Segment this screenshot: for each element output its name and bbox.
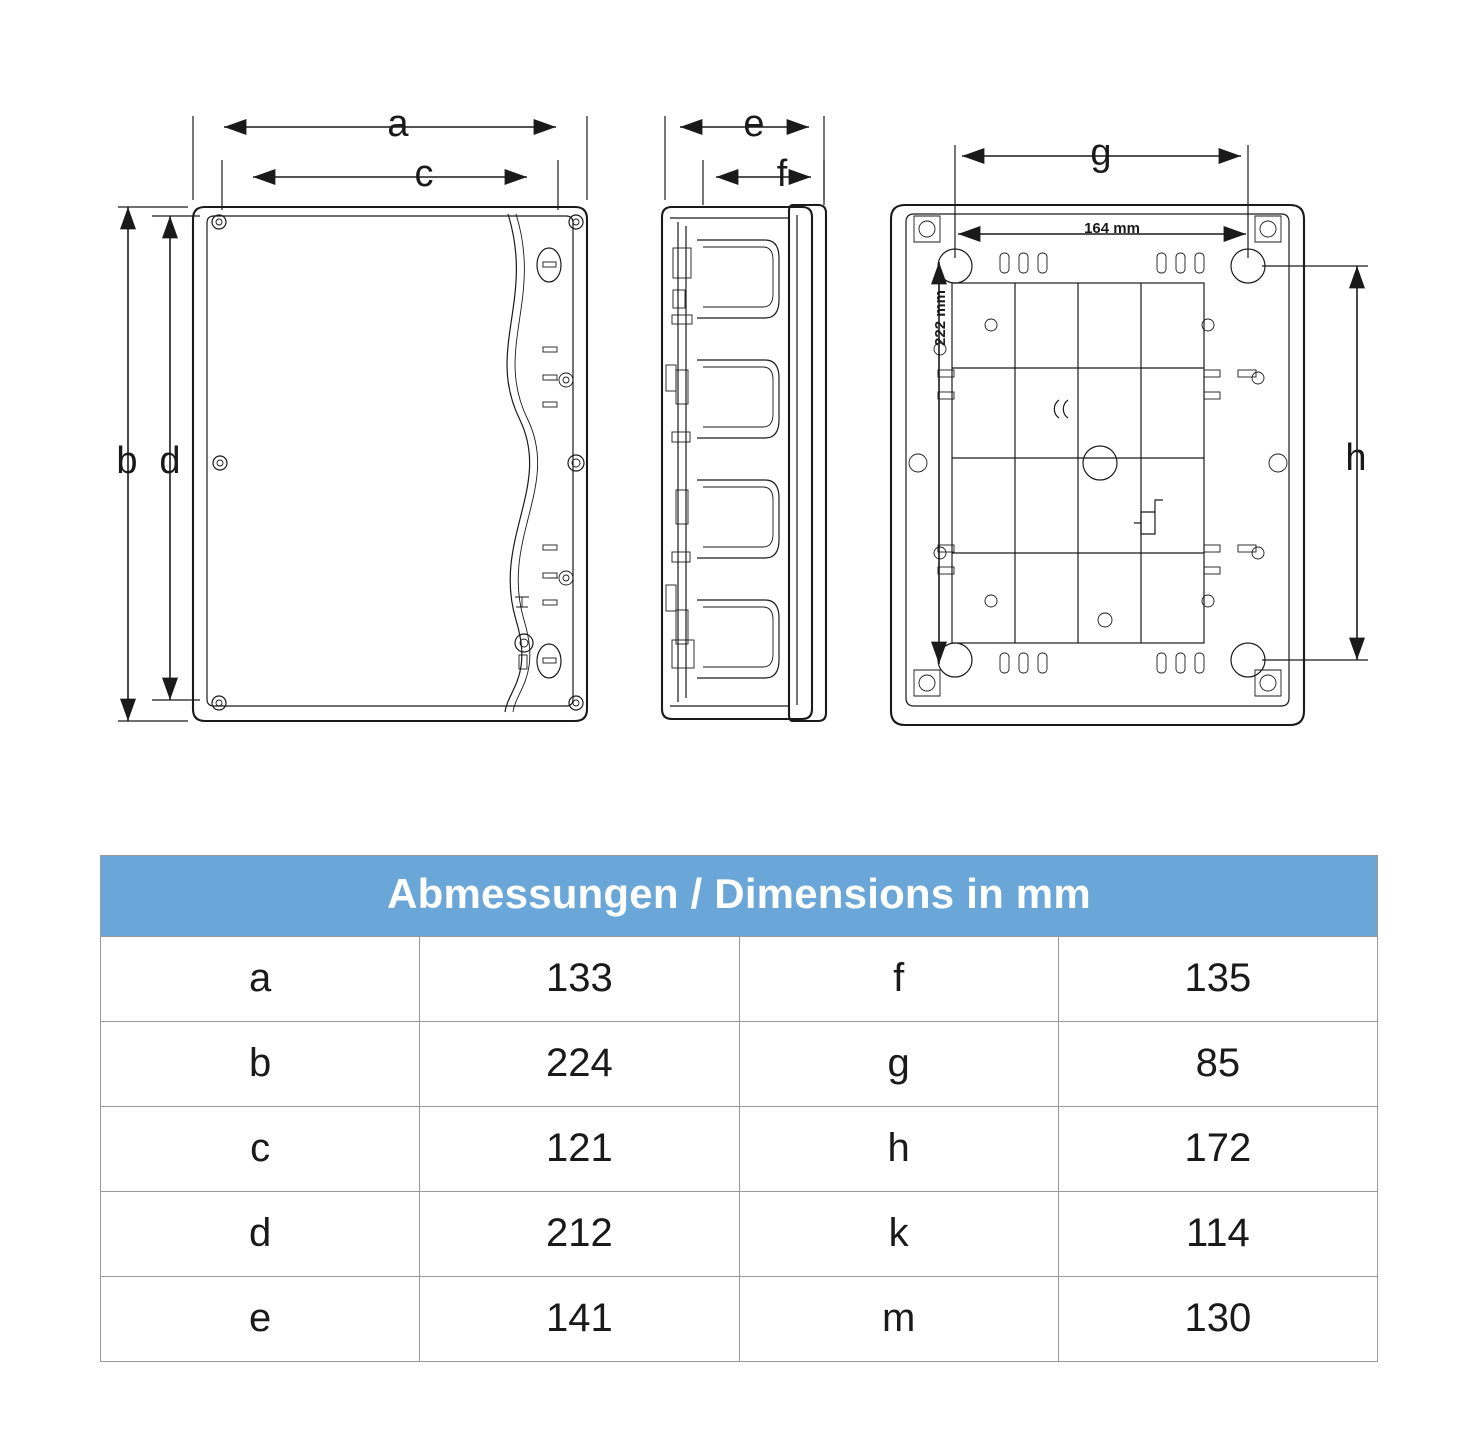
dim-key: c (101, 1107, 420, 1192)
dim-key: m (739, 1277, 1058, 1362)
table-row (101, 1107, 1378, 1192)
front-view (116, 103, 587, 721)
dim-key: k (739, 1192, 1058, 1277)
dim-label-e: e (743, 103, 765, 146)
dim-value: 141 (420, 1277, 739, 1362)
table-row (101, 1192, 1378, 1277)
dim-label-f: f (776, 153, 788, 196)
dim-value: 224 (420, 1022, 739, 1107)
dim-label-c: c (414, 153, 434, 196)
dim-value: 121 (420, 1107, 739, 1192)
dim-value: 133 (420, 937, 739, 1022)
dim-key: h (739, 1107, 1058, 1192)
dim-value: 135 (1058, 937, 1377, 1022)
annotation-164mm: 164 mm (1084, 219, 1140, 237)
dim-key: f (739, 937, 1058, 1022)
dim-value: 172 (1058, 1107, 1377, 1192)
annotation-222mm: 222 mm (931, 290, 949, 346)
dim-label-b: b (116, 440, 138, 483)
dim-label-h: h (1345, 437, 1367, 480)
table-row (101, 1022, 1378, 1107)
dim-value: 114 (1058, 1192, 1377, 1277)
dim-key: b (101, 1022, 420, 1107)
rear-view (891, 132, 1368, 725)
dim-label-g: g (1090, 132, 1112, 175)
dim-value: 212 (420, 1192, 739, 1277)
dim-key: d (101, 1192, 420, 1277)
table-title: Abmessungen / Dimensions in mm (101, 856, 1378, 937)
dim-key: e (101, 1277, 420, 1362)
side-view (662, 103, 826, 721)
table-row (101, 1277, 1378, 1362)
dim-key: a (101, 937, 420, 1022)
dim-label-d: d (159, 440, 181, 483)
dim-value: 85 (1058, 1022, 1377, 1107)
dimension-table (100, 855, 1378, 1362)
dim-key: g (739, 1022, 1058, 1107)
dim-value: 130 (1058, 1277, 1377, 1362)
dim-label-a: a (387, 103, 409, 146)
table-row (101, 937, 1378, 1022)
